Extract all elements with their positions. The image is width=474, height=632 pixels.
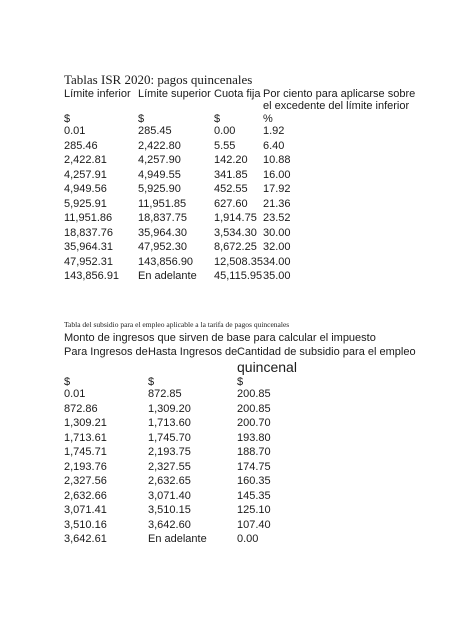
table1-cell: 2,422.80 xyxy=(138,139,181,152)
table1-unit-upper: $ xyxy=(138,113,145,125)
table1-cell: 4,949.56 xyxy=(64,183,107,195)
table1-header-percent-1: Por ciento para aplicarse sobre xyxy=(263,88,416,100)
table2-cell: 3,071.40 xyxy=(148,489,191,502)
table2-header-to: Hasta Ingresos de xyxy=(148,346,238,358)
table2-cell: 193.80 xyxy=(237,431,271,444)
table1-header-fixed-fee: Cuota fija xyxy=(214,88,261,100)
table2-cell: 1,309.20 xyxy=(148,402,191,415)
table1-cell: 4,257.91 xyxy=(64,168,107,181)
table1-cell: 5,925.91 xyxy=(64,197,107,210)
table2-cell: 188.70 xyxy=(237,446,271,458)
table1-cell: 627.60 xyxy=(214,197,248,210)
table1-cell: 0.01 xyxy=(64,125,86,137)
table2-cell: 3,642.60 xyxy=(148,518,191,531)
table2-cell: 200.70 xyxy=(237,417,271,429)
table1-title: Tablas ISR 2020: pagos quincenales xyxy=(64,72,253,87)
table1-cell: 10.88 xyxy=(263,154,291,166)
table2-cell: 2,327.56 xyxy=(64,475,107,487)
table2-cell: 160.35 xyxy=(237,475,271,487)
table1-cell: 35,964.31 xyxy=(64,241,113,253)
table2-cell: 872.86 xyxy=(64,402,98,415)
table2-cell: 3,510.15 xyxy=(148,504,191,516)
table1-cell: 47,952.31 xyxy=(64,255,113,268)
table1-cell: 21.36 xyxy=(263,197,291,210)
table2-cell: En adelante xyxy=(148,533,207,545)
table1-cell: 35.00 xyxy=(263,270,291,282)
table2-cell: 1,745.71 xyxy=(64,446,107,458)
table1-cell: 143,856.90 xyxy=(138,255,194,268)
table1-cell: 6.40 xyxy=(263,139,285,152)
table2-cell: 3,071.41 xyxy=(64,504,107,516)
table1-unit-percent: % xyxy=(263,113,273,125)
table2-cell: 1,309.21 xyxy=(64,417,107,429)
table1-cell: 18,837.75 xyxy=(138,212,187,224)
table2-cell: 3,642.61 xyxy=(64,533,107,545)
table2-cell: 2,327.55 xyxy=(148,460,191,473)
table1-cell: 285.45 xyxy=(138,125,172,137)
table2-cell: 0.01 xyxy=(64,388,86,400)
table2-cell: 145.35 xyxy=(237,489,271,502)
table2-cell: 872.85 xyxy=(148,388,182,400)
table1-cell: 8,672.25 xyxy=(214,241,257,253)
table1-cell: 18,837.76 xyxy=(64,226,113,239)
table2-cell: 200.85 xyxy=(237,388,271,400)
table1-cell: 2,422.81 xyxy=(64,154,107,166)
table1-header-percent-2: el excedente del límite inferior xyxy=(263,100,410,112)
table1-cell: 4,949.55 xyxy=(138,168,181,181)
table1-cell: 5.55 xyxy=(214,139,236,152)
table2-header-biweekly: quincenal xyxy=(237,359,297,375)
table1-cell: 5,925.90 xyxy=(138,183,181,195)
table2-cell: 2,193.75 xyxy=(148,446,191,458)
table1-cell: 0.00 xyxy=(214,125,236,137)
table2-cell: 1,745.70 xyxy=(148,431,191,444)
table1-cell: 16.00 xyxy=(263,168,291,181)
table2-cell: 200.85 xyxy=(237,402,271,415)
table2-cell: 0.00 xyxy=(237,533,259,545)
table1-header-upper-limit: Límite superior xyxy=(138,88,211,100)
table1-cell: 1.92 xyxy=(263,125,285,137)
table1-cell: 143,856.91 xyxy=(64,270,120,282)
table1-cell: 30.00 xyxy=(263,226,291,239)
table1-cell: 12,508.35 xyxy=(214,255,263,268)
table2-header-from: Para Ingresos de xyxy=(64,346,148,358)
table1-cell: 4,257.90 xyxy=(138,154,181,166)
table2-header-subsidy: Cantidad de subsidio para el empleo xyxy=(237,346,416,358)
table1-cell: 285.46 xyxy=(64,139,98,152)
table1-unit-fixed: $ xyxy=(214,113,221,125)
table1-cell: 35,964.30 xyxy=(138,226,187,239)
table2-unit-from: $ xyxy=(64,376,71,388)
table1-cell: 452.55 xyxy=(214,183,248,195)
table1-unit-lower: $ xyxy=(64,113,71,125)
table2-cell: 1,713.61 xyxy=(64,431,107,444)
table2-cell: 3,510.16 xyxy=(64,518,107,531)
table2-cell: 2,193.76 xyxy=(64,460,107,473)
table2-subtitle: Monto de ingresos que sirven de base para calcular el impuesto xyxy=(64,332,376,344)
table1-cell: 3,534.30 xyxy=(214,226,257,239)
table2-cell: 2,632.66 xyxy=(64,489,107,502)
table1-cell: 45,115.95 xyxy=(214,270,263,282)
table2-cell: 125.10 xyxy=(237,504,271,516)
table2-unit-subsidy: $ xyxy=(237,376,244,388)
table2-cell: 174.75 xyxy=(237,460,271,473)
table2-unit-to: $ xyxy=(148,376,155,388)
table1-cell: 11,951.85 xyxy=(138,197,187,210)
table1-cell: 34.00 xyxy=(263,255,291,268)
table1-header-lower-limit: Límite inferior xyxy=(64,88,131,100)
table1-cell: 17.92 xyxy=(263,183,291,195)
table1-cell: 32.00 xyxy=(263,241,291,253)
table1-cell: 47,952.30 xyxy=(138,241,187,253)
table1-cell: 23.52 xyxy=(263,212,291,224)
table2-cell: 1,713.60 xyxy=(148,417,191,429)
table1-cell: 11,951.86 xyxy=(64,212,113,224)
table1-cell: En adelante xyxy=(138,270,197,282)
table2-cell: 107.40 xyxy=(237,518,271,531)
table2-title: Tabla del subsidio para el empleo aplicable a la tarifa de pagos quincenales xyxy=(64,320,290,329)
table1-cell: 341.85 xyxy=(214,168,248,181)
table1-cell: 142.20 xyxy=(214,154,248,166)
table1-cell: 1,914.75 xyxy=(214,212,257,224)
table2-cell: 2,632.65 xyxy=(148,475,191,487)
